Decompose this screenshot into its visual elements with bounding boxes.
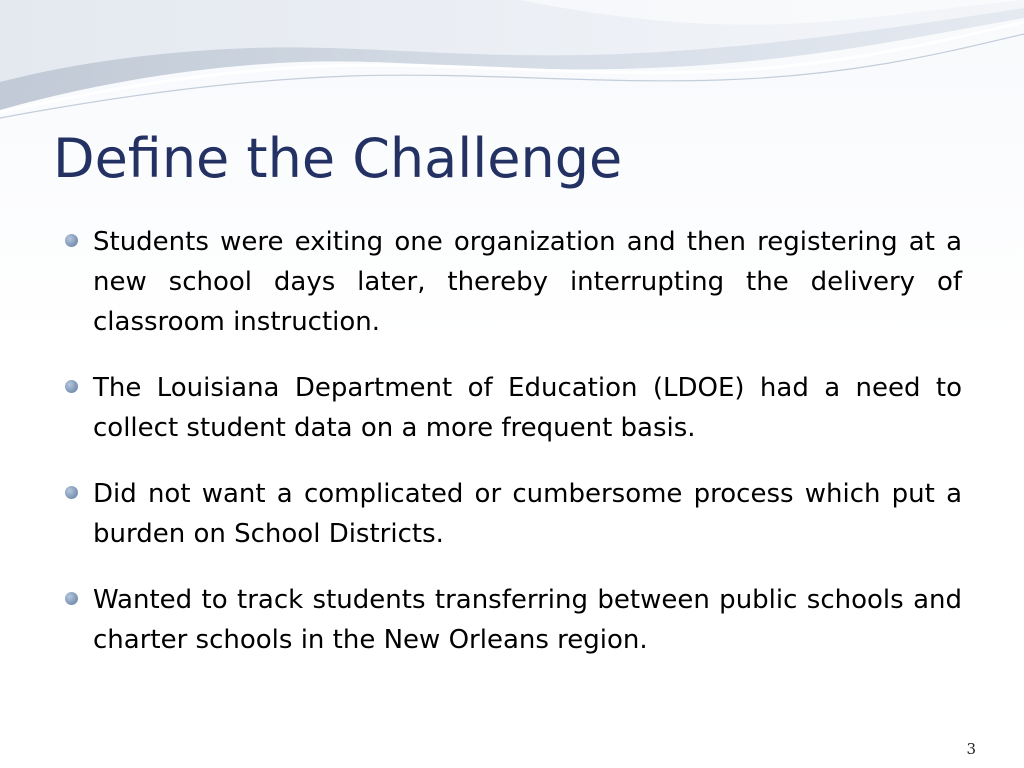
bullet-item: [64, 474, 962, 554]
bullet-dot-icon: [65, 380, 78, 393]
bullet-dot-icon: [65, 592, 78, 605]
header-swoosh-decoration: [0, 0, 1024, 130]
slide-title: Define the Challenge: [53, 127, 623, 190]
page-number: 3: [966, 740, 976, 758]
bullet-text: The Louisiana Department of Education (LDOE) had a need to collect student data on a more frequent basis.: [93, 373, 962, 443]
bullet-dot-icon: [65, 234, 78, 247]
bullet-dot-icon: [65, 486, 78, 499]
bullet-text: Students were exiting one organization and then registering at a new school days later, thereby interrupting the delivery of classroom instruction.: [93, 227, 962, 337]
bullet-item: [64, 222, 962, 342]
bullet-item: [64, 580, 962, 660]
bullet-list: [64, 222, 962, 686]
bullet-item: [64, 368, 962, 448]
bullet-text: Did not want a complicated or cumbersome process which put a burden on School Districts.: [93, 479, 962, 549]
bullet-text: Wanted to track students transferring between public schools and charter schools in the New Orleans region.: [93, 585, 962, 655]
